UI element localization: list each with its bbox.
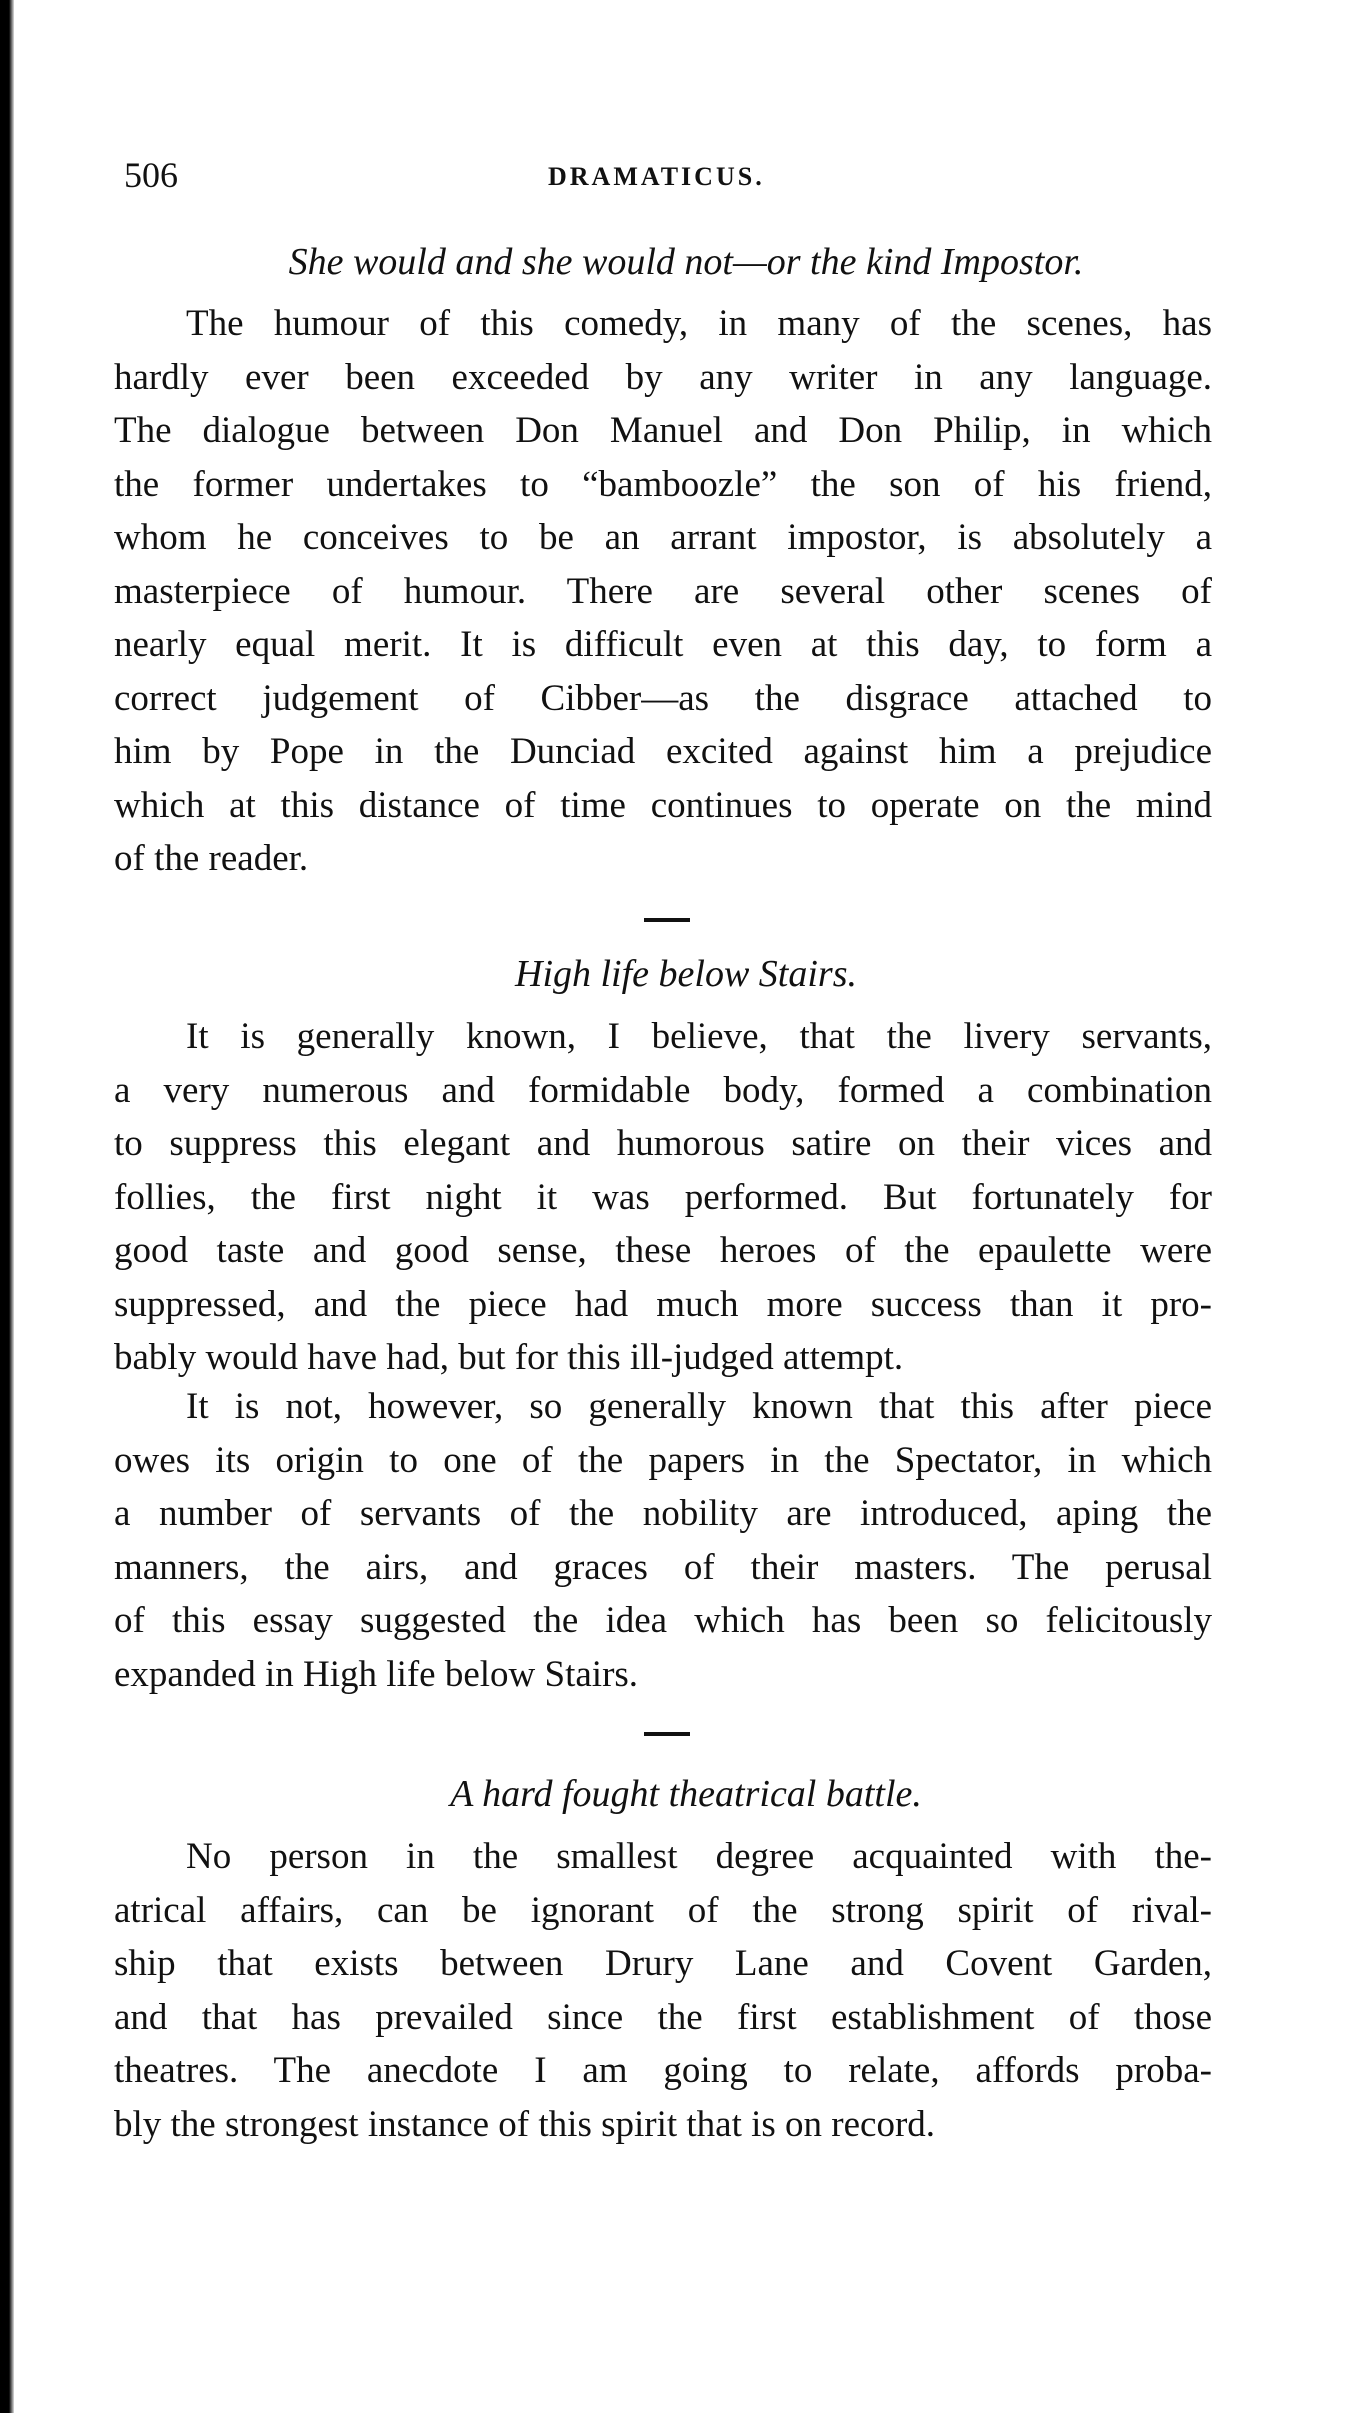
text-line: theatres. The anecdote I am going to relate, affords proba- — [114, 2050, 1212, 2091]
text-line: ship that exists between Drury Lane and Covent Garden, — [114, 1943, 1212, 1984]
text-line: suppressed, and the piece had much more success than it pro- — [114, 1283, 1212, 1325]
text-line: and that has prevailed since the first establishment of those — [114, 1996, 1212, 2038]
text-line: bly the strongest instance of this spirit that is on record. — [114, 2103, 936, 2145]
page-number: 506 — [124, 155, 178, 195]
text-line: No person in the smallest degree acquainted with the- — [186, 1836, 1212, 1877]
paragraph — [114, 297, 1212, 886]
text-line: good taste and good sense, these heroes of the epaulette were — [114, 1230, 1212, 1271]
text-line: atrical affairs, can be ignorant of the strong spirit of rival- — [114, 1889, 1212, 1931]
text-line: masterpiece of humour. There are several other scenes of — [114, 570, 1212, 612]
text-line: bably would have had, but for this ill-judged attempt. — [114, 1337, 904, 1378]
page-binding-edge — [0, 0, 14, 2413]
text-line: to suppress this elegant and humorous satire on their vices and — [114, 1123, 1212, 1164]
text-line: a number of servants of the nobility are introduced, aping the — [114, 1493, 1212, 1534]
text-line: The humour of this comedy, in many of the scenes, has — [186, 303, 1212, 344]
text-line: follies, the first night it was performed. But fortunately for — [114, 1176, 1212, 1218]
text-line: of this essay suggested the idea which has been so felicitously — [114, 1600, 1212, 1641]
section-title: High life below Stairs. — [515, 953, 857, 995]
text-line: The dialogue between Don Manuel and Don Philip, in which — [114, 410, 1212, 451]
text-line: It is generally known, I believe, that the livery servants, — [186, 1016, 1212, 1057]
section-divider — [644, 1732, 690, 1736]
section-title: A hard fought theatrical battle. — [450, 1773, 922, 1815]
text-line: expanded in High life below Stairs. — [114, 1653, 639, 1695]
text-line: manners, the airs, and graces of their masters. The perusal — [114, 1546, 1212, 1588]
section-title: She would and she would not—or the kind Impostor. — [288, 241, 1084, 283]
paragraph — [114, 1830, 1212, 2151]
text-line: of the reader. — [114, 838, 309, 879]
running-head — [0, 150, 1372, 200]
paragraph — [114, 1010, 1212, 1385]
text-line: which at this distance of time continues to operate on the mind — [114, 784, 1212, 826]
text-line: nearly equal merit. It is difficult even at this day, to form a — [114, 624, 1212, 665]
text-line: him by Pope in the Dunciad excited against him a prejudice — [114, 731, 1212, 772]
paragraph — [114, 1380, 1212, 1701]
text-line: whom he conceives to be an arrant impostor, is absolutely a — [114, 517, 1212, 558]
running-title: DRAMATICUS. — [548, 162, 765, 191]
text-line: It is not, however, so generally known that this after piece — [186, 1386, 1212, 1427]
text-line: correct judgement of Cibber—as the disgrace attached to — [114, 677, 1212, 719]
section-divider — [644, 918, 690, 922]
text-line: hardly ever been exceeded by any writer in any language. — [114, 356, 1212, 398]
text-line: owes its origin to one of the papers in the Spectator, in which — [114, 1439, 1212, 1481]
text-line: a very numerous and formidable body, formed a combination — [114, 1069, 1212, 1111]
text-line: the former undertakes to “bamboozle” the son of his friend, — [114, 463, 1212, 505]
